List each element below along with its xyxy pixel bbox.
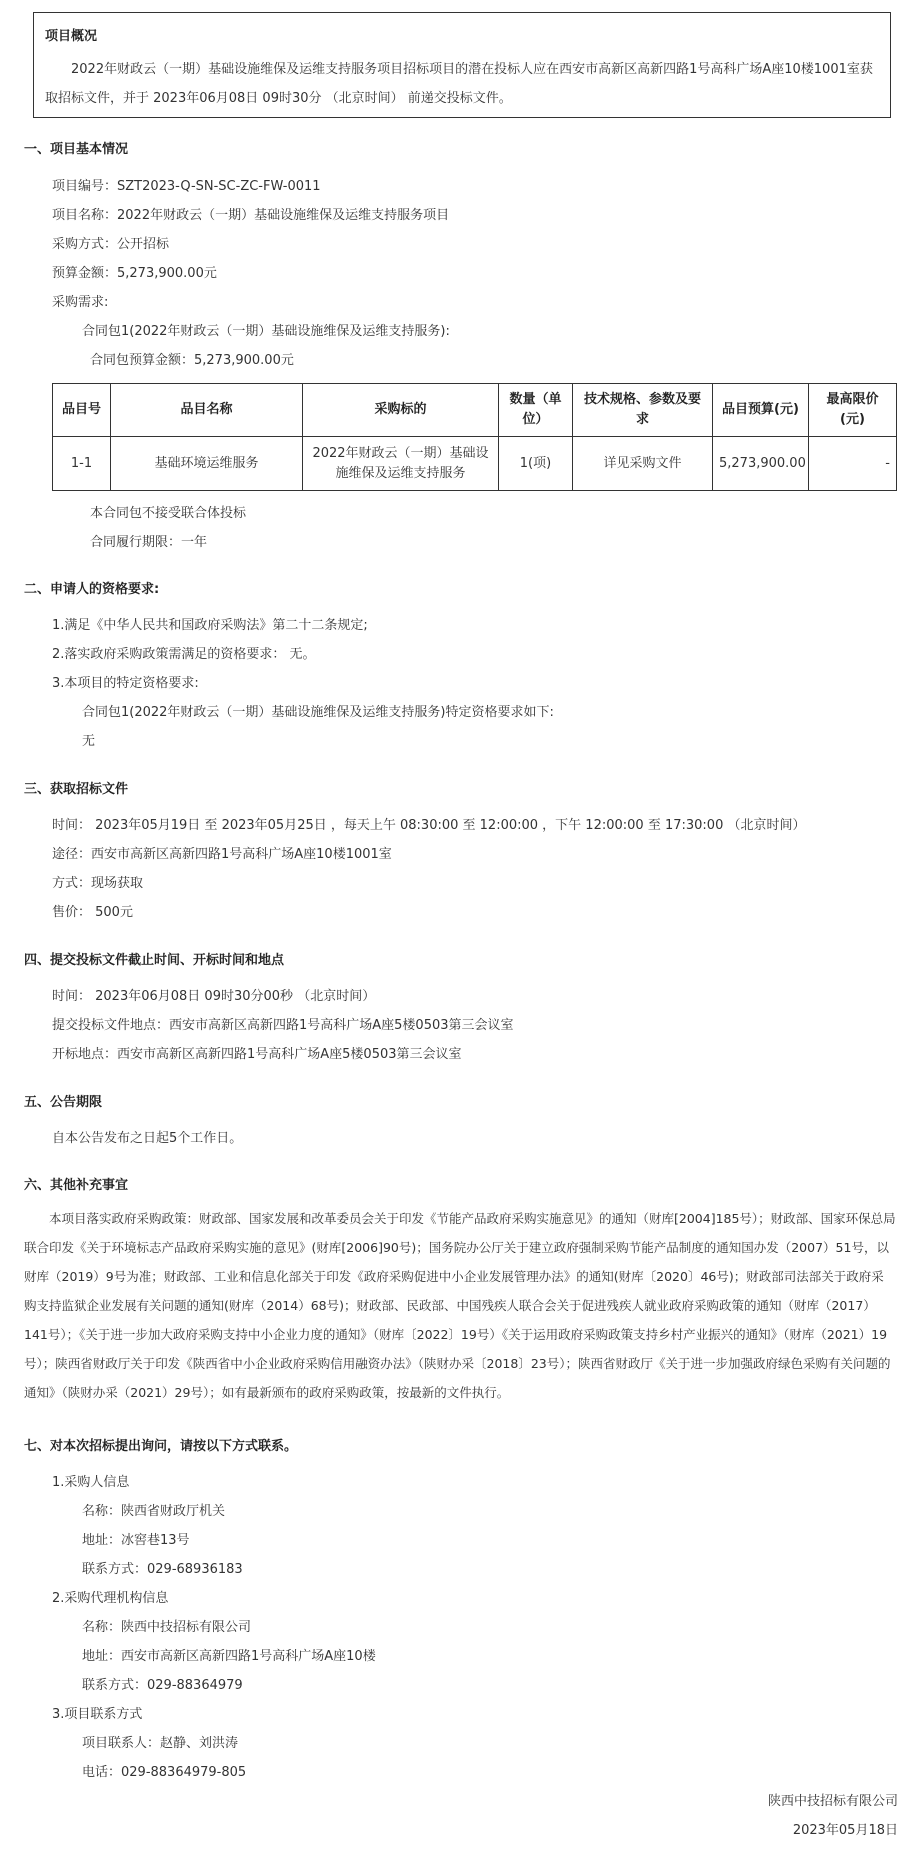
- project-contact-person: 项目联系人：赵静、刘洪涛: [82, 1736, 239, 1751]
- no-consortium-note: 本合同包不接受联合体投标: [90, 506, 247, 521]
- agent-address: 地址：西安市高新区高新四路1号高科广场A座10楼: [82, 1649, 376, 1664]
- section-7-heading: 七、对本次招标提出询问，请按以下方式联系。: [24, 1439, 298, 1454]
- col-header: 数量（单位）: [499, 384, 573, 437]
- specific-qualification-package: 合同包1(2022年财政云（一期）基础设施维保及运维支持服务)特定资格要求如下:: [82, 705, 554, 720]
- table-header-row: [53, 384, 897, 437]
- table-cell: 详见采购文件: [573, 437, 713, 491]
- buyer-name: 名称：陕西省财政厅机关: [82, 1504, 226, 1519]
- col-header: 技术规格、参数及要求: [573, 384, 713, 437]
- section-2-heading: 二、申请人的资格要求:: [24, 582, 160, 597]
- agent-phone: 联系方式：029-88364979: [82, 1678, 243, 1693]
- buyer-info-title: 1.采购人信息: [52, 1475, 130, 1490]
- buyer-phone: 联系方式：029-68936183: [82, 1562, 243, 1577]
- project-name: 项目名称：2022年财政云（一期）基础设施维保及运维支持服务项目: [52, 208, 450, 223]
- acquire-place: 途径：西安市高新区高新四路1号高科广场A座10楼1001室: [52, 847, 392, 862]
- procurement-method: 采购方式：公开招标: [52, 237, 170, 252]
- overview-text: 2022年财政云（一期）基础设施维保及运维支持服务项目招标项目的潜在投标人应在西安市高新区高新四路1号高科广场A座10楼1001室获取招标文件，并于 2023年06月08日 09时30分 （北京时间） 前递交投标文件。: [45, 62, 873, 106]
- col-header: 品目号: [53, 384, 111, 437]
- col-header: 采购标的: [303, 384, 499, 437]
- section-6-heading: 六、其他补充事宜: [24, 1178, 129, 1193]
- col-header: 品目预算(元): [713, 384, 809, 437]
- footer-company: 陕西中技招标有限公司: [767, 1794, 898, 1809]
- package-budget: 合同包预算金额：5,273,900.00元: [90, 353, 294, 368]
- contract-period: 合同履行期限：一年: [90, 535, 208, 550]
- table-row: [53, 437, 897, 491]
- qualification-item-2: 2.落实政府采购政策需满足的资格要求： 无。: [52, 647, 316, 662]
- table-cell: 1-1: [53, 437, 111, 491]
- overview-box: [33, 12, 891, 118]
- specific-qualification-none: 无: [82, 734, 96, 749]
- items-table: [52, 383, 897, 491]
- budget-amount: 预算金额：5,273,900.00元: [52, 266, 217, 281]
- col-header: 最高限价(元): [809, 384, 897, 437]
- section-1-heading: 一、项目基本情况: [24, 142, 129, 157]
- document-price: 售价： 500元: [52, 905, 133, 920]
- agent-name: 名称：陕西中技招标有限公司: [82, 1620, 252, 1635]
- table-cell: 1(项): [499, 437, 573, 491]
- overview-title: 项目概况: [45, 29, 98, 44]
- table-cell: -: [809, 437, 897, 491]
- agent-info-title: 2.采购代理机构信息: [52, 1591, 169, 1606]
- section-4-heading: 四、提交投标文件截止时间、开标时间和地点: [24, 953, 285, 968]
- qualification-item-3: 3.本项目的特定资格要求:: [52, 676, 199, 691]
- submit-place: 提交投标文件地点：西安市高新区高新四路1号高科广场A座5楼0503第三会议室: [52, 1018, 514, 1033]
- qualification-item-1: 1.满足《中华人民共和国政府采购法》第二十二条规定;: [52, 618, 368, 633]
- project-contact-title: 3.项目联系方式: [52, 1707, 143, 1722]
- acquire-time: 时间： 2023年05月19日 至 2023年05月25日 ，每天上午 08:30:00 至 12:00:00 ，下午 12:00:00 至 17:30:00 （北京时间）: [52, 818, 806, 833]
- deadline-time: 时间： 2023年06月08日 09时30分00秒 （北京时间）: [52, 989, 376, 1004]
- procurement-demand: 采购需求:: [52, 295, 109, 310]
- footer-date: 2023年05月18日: [792, 1823, 898, 1838]
- project-number: 项目编号：SZT2023-Q-SN-SC-ZC-FW-0011: [52, 179, 321, 194]
- table-cell: 基础环境运维服务: [111, 437, 303, 491]
- section-5-heading: 五、公告期限: [24, 1095, 103, 1110]
- supplementary-text: 本项目落实政府采购政策：财政部、国家发展和改革委员会关于印发《节能产品政府采购实施意见》的通知（财库[2004]185号）；财政部、国家环保总局联合印发《关于环境标志产品政府采购实施的意见》(财库[2006]90号)；国务院办公厅关于建立政府强制采购节能产品制度的通知国办发（2007）51号，以财库（2019）9号为准；财政部、工业和信息化部关于印发《政府采购促进中小企业发展管理办法》的通知(财库〔2020〕46号)；财政部司法部关于政府采购支持监狱企业发展有关问题的通知(财库（2014）68号)；财政部、民政部、中国残疾人联合会关于促进残疾人就业政府采购政策的通知（财库（2017）141号）；《关于进一步加大政府采购支持中小企业力度的通知》（财库〔2022〕19号）《关于运用政府采购政策支持乡村产业振兴的通知》（财库（2021）19 号）；陕西省财政厅关于印发《陕西省中小企业政府采购信用融资办法》（陕财办采〔2018〕23号）；陕西省财政厅《关于进一步加强政府绿色采购有关问题的通知》（陕财办采（2021）29号）；如有最新颁布的政府采购政策，按最新的文件执行。: [24, 1211, 896, 1400]
- project-contact-phone: 电话：029-88364979-805: [82, 1765, 247, 1780]
- contract-package: 合同包1(2022年财政云（一期）基础设施维保及运维支持服务):: [82, 324, 450, 339]
- section-3-heading: 三、获取招标文件: [24, 782, 129, 797]
- col-header: 品目名称: [111, 384, 303, 437]
- opening-place: 开标地点：西安市高新区高新四路1号高科广场A座5楼0503第三会议室: [52, 1047, 462, 1062]
- table-cell: 5,273,900.00: [713, 437, 809, 491]
- buyer-address: 地址：冰窖巷13号: [82, 1533, 190, 1548]
- table-cell: 2022年财政云（一期）基础设施维保及运维支持服务: [303, 437, 499, 491]
- announcement-period: 自本公告发布之日起5个工作日。: [52, 1131, 243, 1146]
- acquire-method: 方式：现场获取: [52, 876, 144, 891]
